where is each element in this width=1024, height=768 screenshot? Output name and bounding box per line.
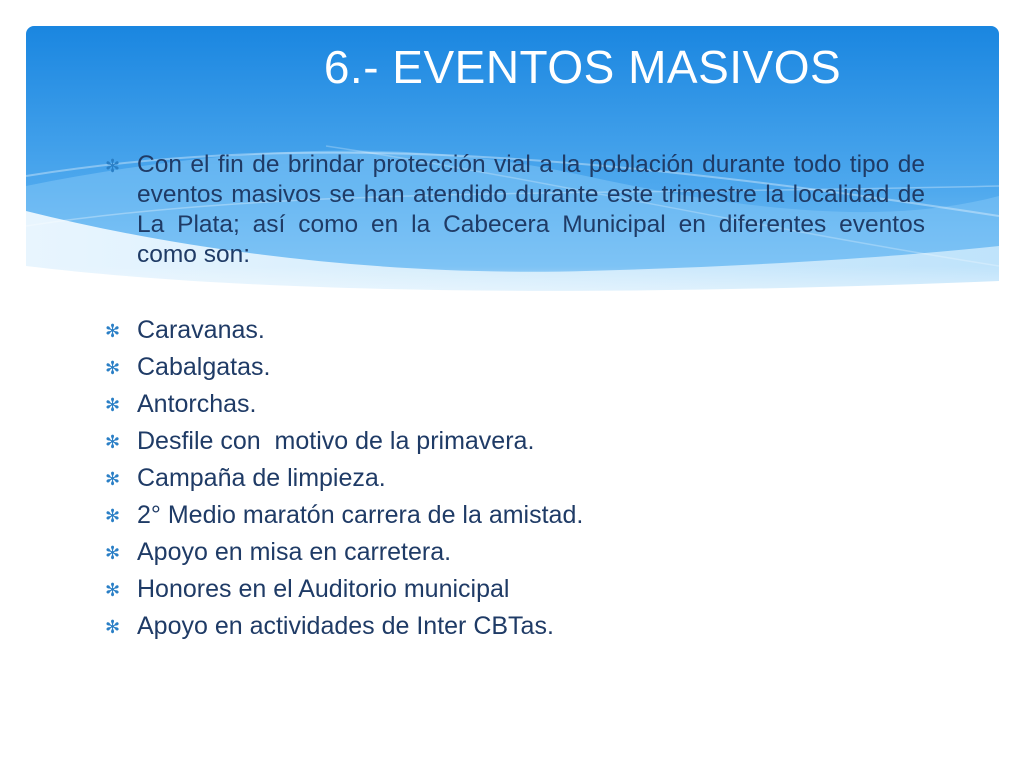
list-item: [105, 350, 925, 387]
list-item-text: Apoyo en misa en carretera.: [137, 538, 452, 566]
asterisk-bullet-icon: ✻: [105, 321, 121, 341]
asterisk-bullet-icon: ✻: [105, 506, 121, 526]
events-list: [105, 313, 925, 646]
asterisk-bullet-icon: ✻: [105, 358, 121, 378]
asterisk-bullet-icon: ✻: [105, 580, 121, 600]
list-item-text: Honores en el Auditorio municipal: [137, 575, 510, 603]
intro-text: Con el fin de brindar protección vial a la población durante todo tipo de eventos masivos se han atendido durante este trimestre la localidad de La Plata; así como en la Cabecera Municipal en diferentes eventos como son:: [137, 151, 925, 268]
list-item-text: Campaña de limpieza.: [137, 464, 386, 492]
list-item: [105, 609, 925, 646]
list-item-text: Cabalgatas.: [137, 353, 271, 381]
asterisk-bullet-icon: ✻: [105, 469, 121, 489]
list-item-text: Caravanas.: [137, 316, 265, 344]
list-item: [105, 424, 925, 461]
list-item: [105, 572, 925, 609]
asterisk-bullet-icon: ✻: [105, 156, 121, 176]
list-item: [105, 313, 925, 350]
asterisk-bullet-icon: ✻: [105, 617, 121, 637]
list-item-text: Antorchas.: [137, 390, 257, 418]
asterisk-bullet-icon: ✻: [105, 543, 121, 563]
slide-title: 6.- EVENTOS MASIVOS: [323, 41, 842, 93]
asterisk-bullet-icon: ✻: [105, 395, 121, 415]
asterisk-bullet-icon: ✻: [105, 432, 121, 452]
list-item: [105, 535, 925, 572]
list-item-text: 2° Medio maratón carrera de la amistad.: [137, 501, 584, 529]
list-item-text: Apoyo en actividades de Inter CBTas.: [137, 612, 554, 640]
list-item: [105, 387, 925, 424]
list-item: [105, 498, 925, 535]
intro-paragraph: [105, 150, 925, 270]
list-item-text: Desfile con motivo de la primavera.: [137, 427, 535, 455]
list-item: [105, 461, 925, 498]
